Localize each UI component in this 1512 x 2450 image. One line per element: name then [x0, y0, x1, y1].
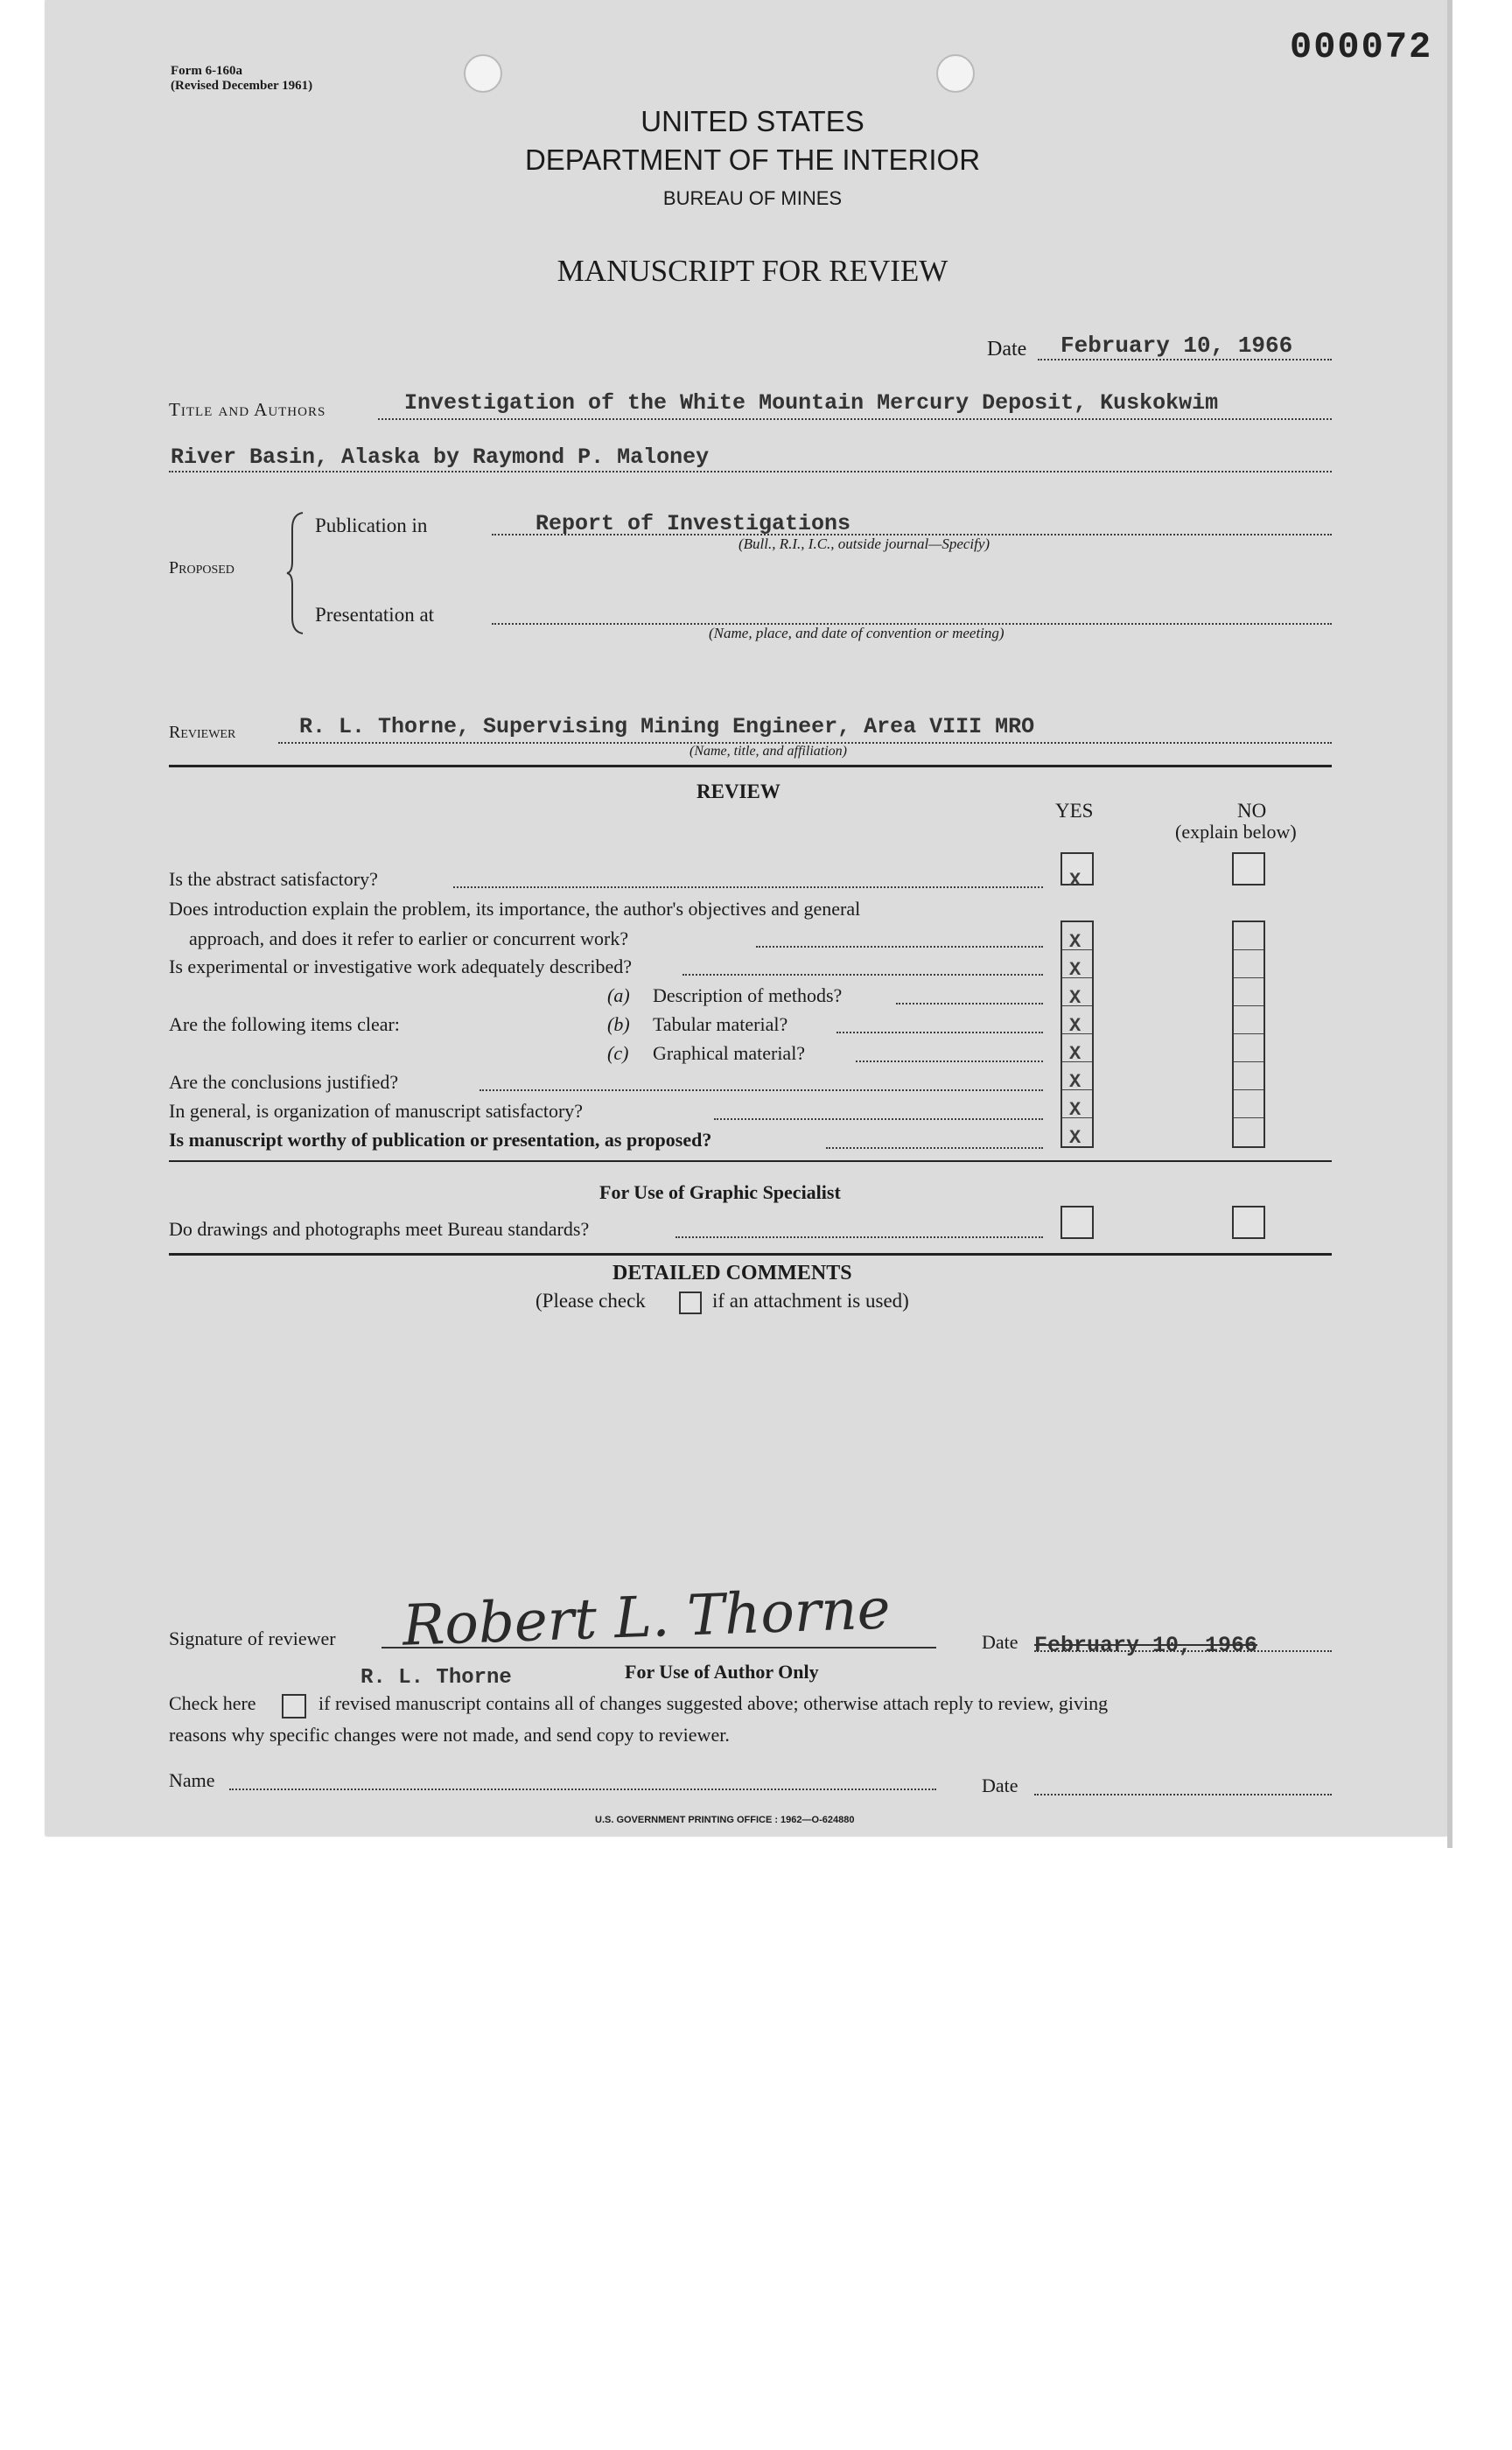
attachment-checkbox[interactable] [679, 1292, 702, 1314]
title-value-line1[interactable]: Investigation of the White Mountain Mercury Deposit, Kuskokwim [404, 390, 1219, 416]
no-column-sublabel: (explain below) [1175, 821, 1297, 843]
graphic-yes-checkbox[interactable] [1060, 1206, 1094, 1239]
experimental-leader [682, 974, 1043, 976]
introduction-no-checkbox[interactable] [1234, 922, 1264, 950]
proposed-label: Proposed [169, 558, 234, 578]
review-heading: REVIEW [696, 780, 780, 802]
publication-hint: (Bull., R.I., I.C., outside journal—Specify) [738, 536, 990, 552]
worthy-question: Is manuscript worthy of publication or presentation, as proposed? [169, 1129, 712, 1151]
item-b-leader [836, 1032, 1043, 1033]
conclusions-question: Are the conclusions justified? [169, 1071, 399, 1093]
author-date-line[interactable] [1034, 1794, 1332, 1796]
publication-label: Publication in [315, 514, 428, 536]
worthy-yes-mark: X [1069, 1127, 1082, 1149]
author-name-line[interactable] [229, 1788, 936, 1790]
printing-office-footer: U.S. GOVERNMENT PRINTING OFFICE : 1962—O-624880 [595, 1815, 855, 1825]
experimental-no-checkbox[interactable] [1234, 950, 1264, 978]
item-c-graphical-material: Graphical material? [653, 1042, 806, 1064]
date-label: Date [987, 338, 1027, 360]
form-title: MANUSCRIPT FOR REVIEW [556, 254, 948, 288]
worthy-leader [826, 1147, 1043, 1149]
publication-value[interactable]: Report of Investigations [536, 511, 851, 536]
item-c-leader [856, 1060, 1043, 1062]
form-number: Form 6-160a [171, 64, 243, 78]
conclusions-no-checkbox[interactable] [1234, 1062, 1264, 1090]
item-a-leader [896, 1003, 1043, 1004]
form-revised: (Revised December 1961) [171, 79, 313, 93]
methods-yes-mark: X [1069, 987, 1082, 1009]
introduction-yes-mark: X [1069, 931, 1082, 953]
yes-column-label: YES [1055, 800, 1094, 822]
item-c-letter: (c) [607, 1042, 629, 1064]
reviewer-hint: (Name, title, and affiliation) [690, 744, 847, 759]
graphical-yes-mark: X [1069, 1043, 1082, 1065]
author-check-label: Check here [169, 1692, 256, 1714]
methods-no-checkbox[interactable] [1234, 978, 1264, 1006]
graphic-leader [676, 1236, 1043, 1238]
abstract-yes-mark: X [1069, 870, 1082, 892]
signature-date-label: Date [982, 1631, 1018, 1653]
items-clear-label: Are the following items clear: [169, 1013, 400, 1035]
reviewer-label: Reviewer [169, 723, 236, 742]
no-checkbox-column[interactable] [1232, 920, 1265, 1148]
attachment-note-end: if an attachment is used) [712, 1290, 909, 1312]
conclusions-leader [480, 1089, 1043, 1091]
title-line-1 [378, 418, 1332, 420]
detailed-comments-heading: DETAILED COMMENTS [612, 1262, 852, 1284]
item-b-letter: (b) [607, 1013, 630, 1035]
abstract-leader [453, 886, 1043, 888]
introduction-question-line1: Does introduction explain the problem, its importance, the author's objectives and general [169, 898, 861, 920]
tabular-yes-mark: X [1069, 1015, 1082, 1037]
date-line [1038, 359, 1332, 360]
reviewer-typed-name: R. L. Thorne [360, 1666, 512, 1690]
punch-hole-left [464, 54, 502, 93]
proposed-brace [285, 511, 306, 635]
punch-hole-right [936, 54, 975, 93]
graphical-no-checkbox[interactable] [1234, 1034, 1264, 1062]
abstract-question: Is the abstract satisfactory? [169, 868, 378, 890]
date-value[interactable]: February 10, 1966 [1060, 332, 1293, 359]
header-line2: DEPARTMENT OF THE INTERIOR [524, 144, 981, 176]
tabular-no-checkbox[interactable] [1234, 1006, 1264, 1034]
organization-leader [714, 1118, 1043, 1120]
worthy-no-checkbox[interactable] [1234, 1118, 1264, 1146]
no-column-label: NO [1237, 800, 1267, 822]
organization-yes-mark: X [1069, 1099, 1082, 1121]
author-name-label: Name [169, 1769, 215, 1791]
header-line3: BUREAU OF MINES [662, 187, 843, 209]
title-authors-label: Title and Authors [169, 399, 326, 420]
conclusions-yes-mark: X [1069, 1071, 1082, 1093]
signature-label: Signature of reviewer [169, 1628, 336, 1649]
reviewer-value[interactable]: R. L. Thorne, Supervising Mining Engineer, Area VIII MRO [299, 714, 1035, 739]
graphic-no-checkbox[interactable] [1232, 1206, 1265, 1239]
rule-graphic [169, 1160, 1332, 1162]
graphic-question: Do drawings and photographs meet Bureau standards? [169, 1218, 590, 1240]
attachment-note-start: (Please check [536, 1290, 646, 1312]
organization-question: In general, is organization of manuscript satisfactory? [169, 1100, 584, 1122]
presentation-hint: (Name, place, and date of convention or meeting) [709, 625, 1004, 641]
page-number: 000072 [1290, 26, 1433, 68]
title-line-2 [169, 471, 1332, 472]
title-value-line2[interactable]: River Basin, Alaska by Raymond P. Maloney [171, 444, 710, 470]
rule-top [169, 765, 1332, 767]
graphic-specialist-heading: For Use of Graphic Specialist [599, 1181, 841, 1203]
experimental-yes-mark: X [1069, 959, 1082, 981]
item-a-description-methods: Description of methods? [653, 984, 843, 1006]
header-line1: UNITED STATES [640, 105, 864, 137]
signature-date-value[interactable]: February 10, 1966 [1034, 1633, 1258, 1658]
organization-no-checkbox[interactable] [1234, 1090, 1264, 1118]
item-a-letter: (a) [607, 984, 630, 1006]
comments-area[interactable] [169, 1321, 1332, 1601]
abstract-no-checkbox[interactable] [1232, 852, 1265, 886]
experimental-question: Is experimental or investigative work adequately described? [169, 956, 633, 977]
author-check-text-line2: reasons why specific changes were not made, and send copy to reviewer. [169, 1724, 730, 1746]
introduction-leader [756, 946, 1043, 948]
introduction-question-line2: approach, and does it refer to earlier or concurrent work? [189, 928, 629, 949]
reviewer-signature: Robert L. Thorne [401, 1577, 892, 1659]
author-check-text-line1: if revised manuscript contains all of changes suggested above; otherwise attach reply to review, giving [318, 1692, 1109, 1714]
author-use-heading: For Use of Author Only [625, 1661, 819, 1683]
item-b-tabular-material: Tabular material? [653, 1013, 788, 1035]
presentation-label: Presentation at [315, 604, 435, 626]
author-date-label: Date [982, 1774, 1018, 1796]
author-revised-checkbox[interactable] [282, 1694, 306, 1718]
rule-comments [169, 1253, 1332, 1256]
